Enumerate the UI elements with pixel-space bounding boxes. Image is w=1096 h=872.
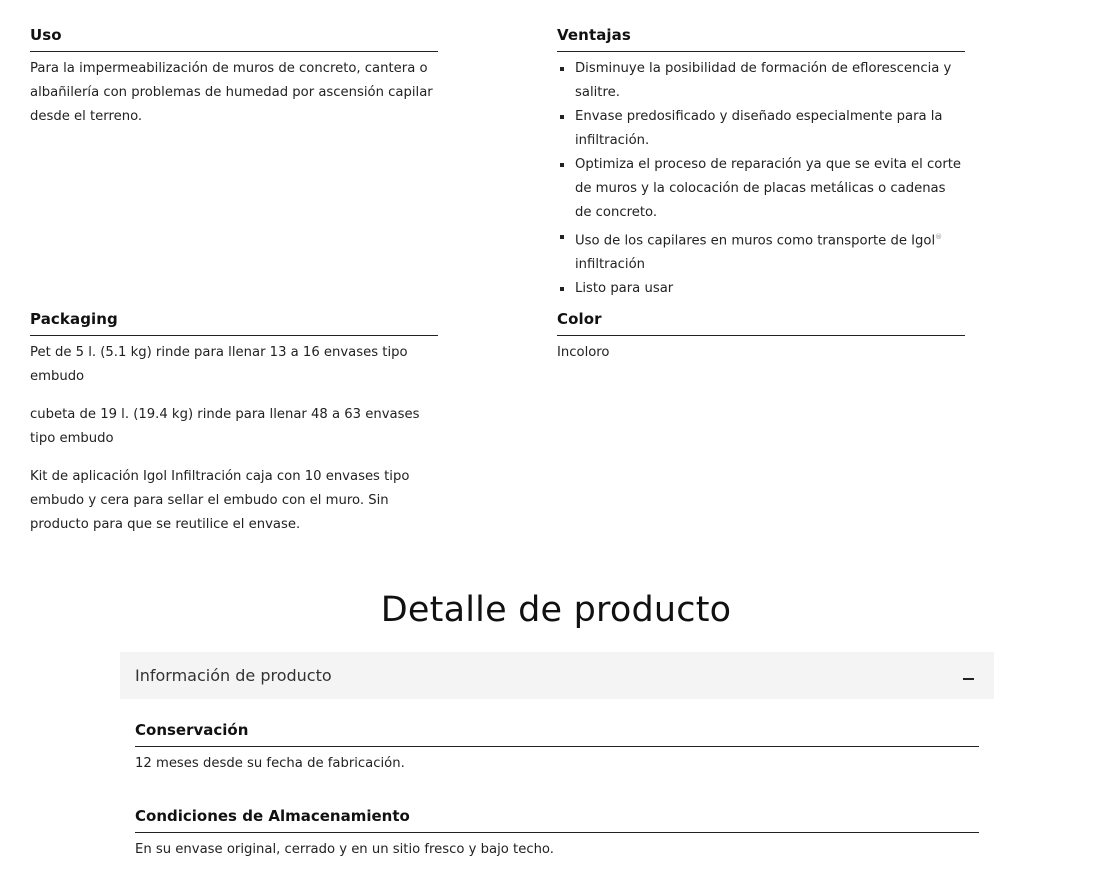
uso-section [30,26,438,129]
packaging-text: Kit de aplicación Igol Infiltración caja con 10 envases tipo embudo y cera para sellar el embudo con el muro. Sin producto para que se reutilice el envase. [30,469,410,532]
page-title: Detalle de producto [380,590,732,630]
color-heading: Color [557,310,965,336]
almacenamiento-heading: Condiciones de Almacenamiento [135,807,979,833]
list-item: Listo para usar [557,277,965,301]
packaging-heading: Packaging [30,310,438,336]
registered-mark: ® [935,233,943,241]
list-item: Disminuye la posibilidad de formación de eflorescencia y salitre. [557,57,965,105]
minus-icon[interactable] [963,678,974,680]
packaging-section [30,310,438,537]
uso-heading: Uso [30,26,438,52]
list-item-text: Uso de los capilares en muros como transporte de Igol [575,233,936,249]
conservacion-heading: Conservación [135,721,979,747]
packaging-text: Pet de 5 l. (5.1 kg) rinde para llenar 13 a 16 envases tipo embudo [30,345,408,384]
accordion-label: Información de producto [135,666,332,685]
conservacion-section [135,721,979,776]
almacenamiento-text: En su envase original, cerrado y en un sitio fresco y bajo techo. [135,842,554,857]
list-item-tail: infiltración [575,257,646,273]
ventajas-list [557,52,965,301]
product-info-accordion-toggle[interactable] [120,652,994,699]
color-section [557,310,965,365]
conservacion-text: 12 meses desde su fecha de fabricación. [135,756,405,771]
color-text: Incoloro [557,345,610,360]
ventajas-heading: Ventajas [557,26,965,52]
packaging-text: cubeta de 19 l. (19.4 kg) rinde para llenar 48 a 63 envases tipo embudo [30,407,420,446]
list-item [557,225,965,277]
almacenamiento-section [135,807,979,862]
uso-text: Para la impermeabilización de muros de concreto, cantera o albañilería con problemas de humedad por ascensión capilar desde el terreno. [30,61,433,124]
ventajas-section [557,26,965,301]
list-item: Optimiza el proceso de reparación ya que se evita el corte de muros y la colocación de placas metálicas o cadenas de concreto. [557,153,965,225]
list-item: Envase predosificado y diseñado especialmente para la infiltración. [557,105,965,153]
